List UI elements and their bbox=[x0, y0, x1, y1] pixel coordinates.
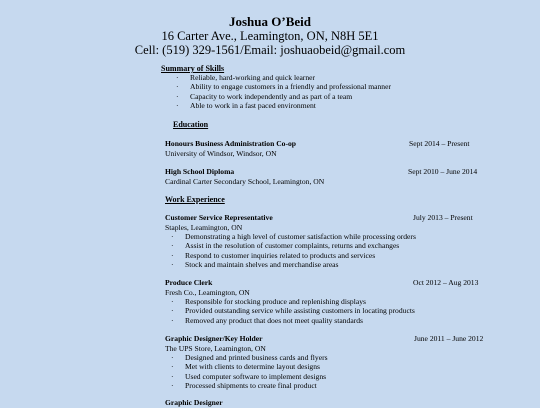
entry-date: Sept 2014 – Present bbox=[409, 139, 470, 148]
work-entry bbox=[165, 334, 266, 353]
entry-title: Produce Clerk bbox=[165, 278, 213, 287]
duty-item: · Respond to customer inquiries related to products and services bbox=[171, 251, 416, 260]
education-entry bbox=[165, 139, 296, 158]
skill-item: · Ability to engage customers in a friendly and professional manner bbox=[176, 82, 391, 91]
work-entry bbox=[165, 213, 273, 232]
entry-place: Cardinal Carter Secondary School, Leamington, ON bbox=[165, 176, 325, 186]
entry-title: High School Diploma bbox=[165, 167, 235, 176]
entry-date: July 2013 – Present bbox=[413, 213, 473, 222]
resume-header bbox=[0, 14, 540, 57]
skills-list bbox=[176, 73, 391, 110]
address-line: 16 Carter Ave., Leamington, ON, N8H 5E1 bbox=[161, 29, 379, 43]
duty-item: · Designed and printed business cards and flyers bbox=[171, 353, 328, 362]
skill-item: · Reliable, hard-working and quick learner bbox=[176, 73, 391, 82]
contact-line: Cell: (519) 329-1561/Email: joshuaobeid@gmail.com bbox=[134, 43, 406, 57]
work-heading: Work Experience bbox=[165, 195, 225, 204]
duty-list bbox=[171, 297, 415, 325]
skills-heading: Summary of Skills bbox=[161, 64, 225, 73]
entry-place: Fresh Co., Leamington, ON bbox=[165, 287, 250, 297]
education-heading: Education bbox=[173, 120, 209, 129]
skill-item: · Capacity to work independently and as part of a team bbox=[176, 92, 391, 101]
entry-place: The UPS Store, Leamington, ON bbox=[165, 343, 266, 353]
duty-item: · Processed shipments to create final product bbox=[171, 381, 328, 390]
entry-date: June 2011 – June 2012 bbox=[414, 334, 484, 343]
education-entry bbox=[165, 167, 324, 186]
entry-place: Staples, Leamington, ON bbox=[165, 222, 243, 232]
entry-place: University of Windsor, Windsor, ON bbox=[165, 148, 277, 158]
duty-list bbox=[171, 232, 416, 269]
work-entry bbox=[165, 278, 250, 297]
duty-item: · Assist in the resolution of customer complaints, returns and exchanges bbox=[171, 241, 416, 250]
entry-title: Graphic Designer bbox=[165, 398, 223, 407]
skill-item: · Able to work in a fast paced environment bbox=[176, 101, 391, 110]
duty-item: · Responsible for stocking produce and replenishing displays bbox=[171, 297, 415, 306]
entry-title: Honours Business Administration Co-op bbox=[165, 139, 297, 148]
entry-title: Customer Service Representative bbox=[165, 213, 273, 222]
applicant-name: Joshua O’Beid bbox=[229, 14, 311, 29]
entry-title: Graphic Designer/Key Holder bbox=[165, 334, 263, 343]
duty-item: · Used computer software to implement designs bbox=[171, 372, 328, 381]
entry-date: Oct 2012 – Aug 2013 bbox=[413, 278, 479, 287]
duty-item: · Removed any product that does not meet quality standards bbox=[171, 316, 415, 325]
duty-item: · Met with clients to determine layout designs bbox=[171, 362, 328, 371]
duty-item: · Stock and maintain shelves and merchandise areas bbox=[171, 260, 416, 269]
duty-item: · Provided outstanding service while assisting customers in locating products bbox=[171, 306, 415, 315]
work-entry bbox=[165, 398, 223, 408]
duty-list bbox=[171, 353, 328, 390]
duty-item: · Demonstrating a high level of customer satisfaction while processing orders bbox=[171, 232, 416, 241]
entry-date: Sept 2010 – June 2014 bbox=[408, 167, 478, 176]
